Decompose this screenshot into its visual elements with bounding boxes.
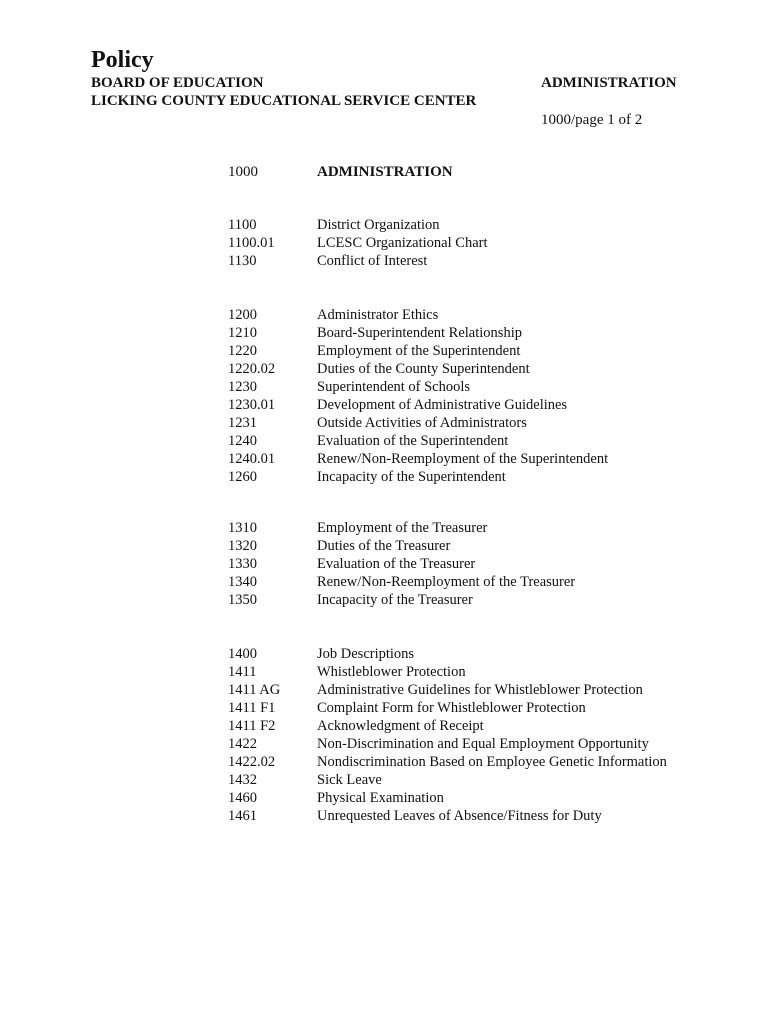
section-label: ADMINISTRATION: [317, 164, 453, 180]
policy-row: [228, 432, 608, 450]
policy-title: Evaluation of the Treasurer: [317, 556, 476, 572]
policy-row: [228, 735, 667, 753]
policy-code: 1210: [228, 325, 257, 341]
policy-title: Employment of the Treasurer: [317, 520, 488, 536]
policy-row: [228, 717, 667, 735]
policy-code: 1130: [228, 253, 257, 269]
policy-row: [228, 645, 667, 663]
policy-code: 1230: [228, 379, 257, 395]
policy-code: 1411: [228, 664, 257, 680]
policy-row: [228, 537, 575, 555]
policy-title: Non-Discrimination and Equal Employment Opportunity: [317, 736, 649, 752]
policy-code: 1310: [228, 520, 257, 536]
policy-row: [228, 591, 575, 609]
page-title: Policy: [91, 47, 154, 73]
policy-code: 1422: [228, 736, 257, 752]
policy-title: Board-Superintendent Relationship: [317, 325, 522, 341]
policy-code: 1330: [228, 556, 257, 572]
policy-title: Acknowledgment of Receipt: [317, 718, 484, 734]
board-heading: BOARD OF EDUCATION: [91, 75, 264, 91]
policy-row: [228, 360, 608, 378]
policy-code: 1240: [228, 433, 257, 449]
policy-code: 1260: [228, 469, 257, 485]
policy-title: Job Descriptions: [317, 646, 415, 662]
policy-code: 1432: [228, 772, 257, 788]
section-category: ADMINISTRATION: [541, 75, 677, 91]
policy-code: 1461: [228, 808, 257, 824]
policy-title: Duties of the County Superintendent: [317, 361, 530, 377]
policy-title: Outside Activities of Administrators: [317, 415, 527, 431]
policy-code: 1411 F2: [228, 718, 276, 734]
policy-group-1100: [228, 216, 487, 270]
policy-code: 1411 F1: [228, 700, 276, 716]
policy-title: LCESC Organizational Chart: [317, 235, 488, 251]
policy-title: Unrequested Leaves of Absence/Fitness for Duty: [317, 808, 602, 824]
policy-code: 1422.02: [228, 754, 276, 770]
policy-row: [228, 450, 608, 468]
policy-code: 1230.01: [228, 397, 276, 413]
policy-row: [228, 555, 575, 573]
policy-row: [228, 342, 608, 360]
policy-row: [228, 519, 575, 537]
policy-code: 1231: [228, 415, 257, 431]
policy-row: [228, 234, 487, 252]
section-code: 1000: [228, 164, 258, 180]
policy-code: 1220: [228, 343, 257, 359]
policy-row: [228, 753, 667, 771]
policy-title: Employment of the Superintendent: [317, 343, 521, 359]
policy-title: Complaint Form for Whistleblower Protection: [317, 700, 586, 716]
policy-row: [228, 771, 667, 789]
policy-title: Renew/Non-Reemployment of the Treasurer: [317, 574, 576, 590]
policy-row: [228, 306, 608, 324]
policy-row: [228, 216, 487, 234]
policy-group-1200: [228, 306, 608, 486]
policy-title: Whistleblower Protection: [317, 664, 466, 680]
policy-title: Incapacity of the Treasurer: [317, 592, 473, 608]
policy-row: [228, 252, 487, 270]
section-heading: [228, 163, 453, 181]
policy-title: Sick Leave: [317, 772, 382, 788]
policy-row: [228, 378, 608, 396]
policy-row: [228, 663, 667, 681]
policy-code: 1460: [228, 790, 257, 806]
policy-title: Evaluation of the Superintendent: [317, 433, 509, 449]
policy-group-1300: [228, 519, 575, 609]
policy-code: 1320: [228, 538, 257, 554]
policy-code: 1240.01: [228, 451, 276, 467]
policy-code: 1100: [228, 217, 257, 233]
policy-group-1400: [228, 645, 667, 825]
policy-code: 1200: [228, 307, 257, 323]
policy-title: Development of Administrative Guidelines: [317, 397, 568, 413]
policy-title: Duties of the Treasurer: [317, 538, 451, 554]
policy-code: 1220.02: [228, 361, 276, 377]
policy-row: [228, 807, 667, 825]
policy-code: 1100.01: [228, 235, 275, 251]
policy-title: Incapacity of the Superintendent: [317, 469, 506, 485]
policy-row: [228, 573, 575, 591]
policy-code: 1400: [228, 646, 257, 662]
policy-code: 1411 AG: [228, 682, 281, 698]
policy-title: Nondiscrimination Based on Employee Genetic Information: [317, 754, 667, 770]
policy-row: [228, 414, 608, 432]
policy-title: Physical Examination: [317, 790, 444, 806]
policy-title: Administrator Ethics: [317, 307, 439, 323]
center-heading: LICKING COUNTY EDUCATIONAL SERVICE CENTER: [91, 93, 477, 109]
page-number: 1000/page 1 of 2: [541, 112, 643, 128]
policy-row: [228, 681, 667, 699]
policy-row: [228, 699, 667, 717]
policy-row: [228, 789, 667, 807]
policy-title: District Organization: [317, 217, 440, 233]
policy-row: [228, 396, 608, 414]
policy-row: [228, 468, 608, 486]
policy-title: Conflict of Interest: [317, 253, 428, 269]
policy-row: [228, 324, 608, 342]
policy-title: Superintendent of Schools: [317, 379, 471, 395]
policy-code: 1350: [228, 592, 257, 608]
policy-title: Administrative Guidelines for Whistleblower Protection: [317, 682, 643, 698]
policy-code: 1340: [228, 574, 257, 590]
policy-title: Renew/Non-Reemployment of the Superintendent: [317, 451, 609, 467]
